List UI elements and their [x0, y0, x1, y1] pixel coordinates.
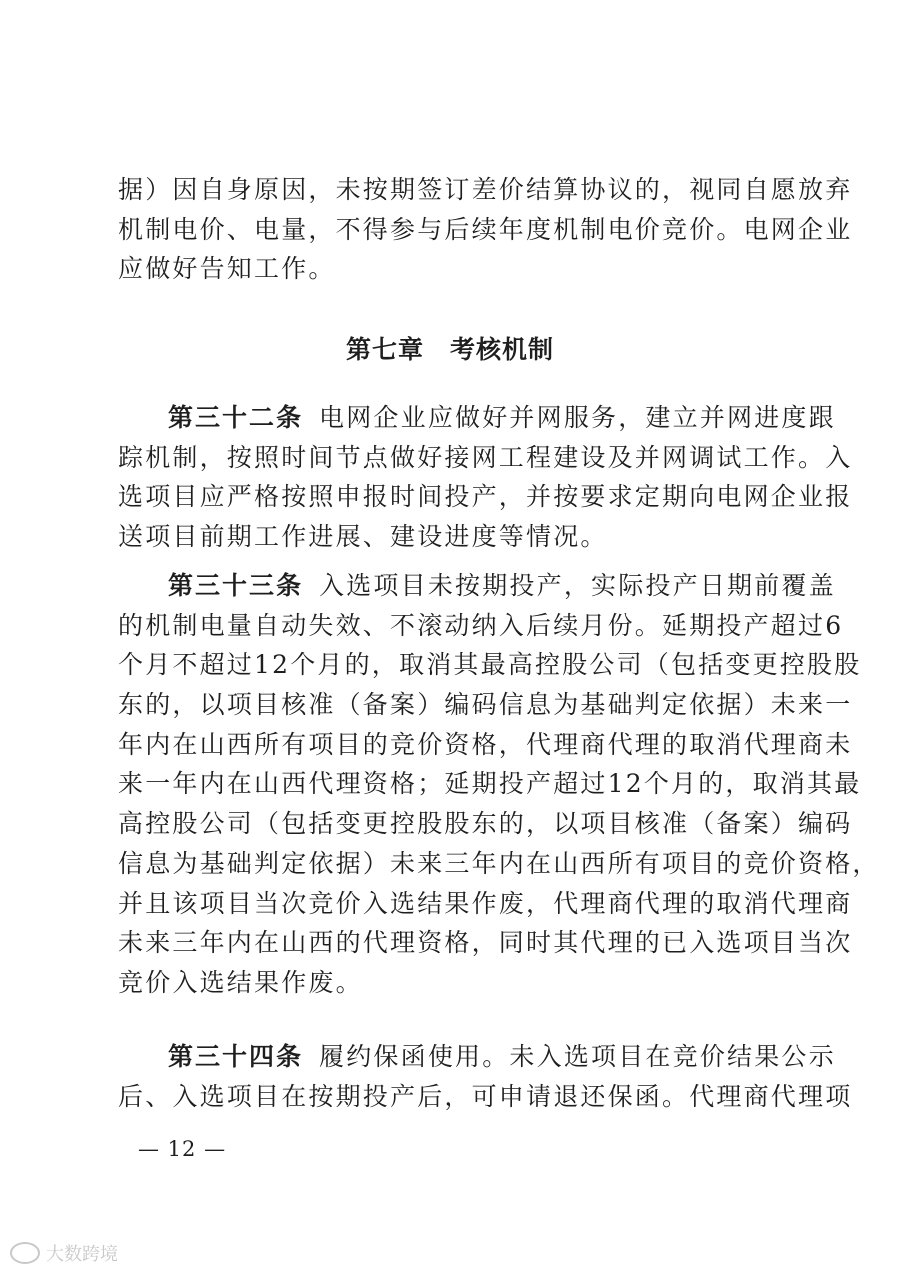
article-line: 后、入选项目在按期投产后，可申请退还保函。代理商代理项 — [118, 1081, 853, 1111]
article-line: 东的，以项目核准（备案）编码信息为基础判定依据）未来一 — [118, 690, 853, 720]
intro-line: 机制电价、电量，不得参与后续年度机制电价竞价。电网企业 — [118, 214, 853, 244]
chapter-heading — [0, 330, 900, 366]
article-line: 第三十四条 履约保函使用。未入选项目在竞价结果公示 — [168, 1042, 836, 1071]
article-line: 并且该项目当次竞价入选结果作废，代理商代理的取消代理商 — [118, 888, 853, 918]
article-line: 高控股公司（包括变更控股股东的，以项目核准（备案）编码 — [118, 809, 853, 839]
article-34 — [118, 1037, 853, 1116]
article-line: 年内在山西所有项目的竞价资格，代理商代理的取消代理商未 — [118, 729, 853, 759]
article-line: 信息为基础判定依据）未来三年内在山西所有项目的竞价资格， — [118, 848, 880, 878]
article-line: 踪机制，按照时间节点做好接网工程建设及并网调试工作。入 — [118, 442, 853, 472]
article-33 — [118, 566, 880, 1003]
article-line: 的机制电量自动失效、不滚动纳入后续月份。延期投产超过6 — [118, 610, 844, 640]
intro-line: 应做好告知工作。 — [118, 254, 336, 284]
article-32 — [118, 398, 853, 557]
watermark-logo-icon — [10, 1242, 40, 1264]
article-line: 未来三年内在山西的代理资格，同时其代理的已入选项目当次 — [118, 928, 853, 958]
watermark — [10, 1240, 118, 1266]
page-number: — 12 — — [138, 1137, 227, 1161]
article-line: 第三十二条 电网企业应做好并网服务，建立并网进度跟 — [168, 403, 836, 432]
article-number: 第三十三条 — [168, 571, 304, 600]
article-line: 来一年内在山西代理资格；延期投产超过12个月的，取消其最 — [118, 769, 862, 799]
article-number: 第三十二条 — [168, 403, 304, 432]
article-line: 送项目前期工作进展、建设进度等情况。 — [118, 522, 608, 552]
chapter-title: 考核机制 — [450, 335, 555, 364]
watermark-text: 大数跨境 — [46, 1244, 118, 1265]
article-line: 第三十三条 入选项目未按期投产，实际投产日期前覆盖 — [168, 571, 836, 600]
article-line: 个月不超过12个月的，取消其最高控股公司（包括变更控股股 — [118, 650, 862, 680]
intro-paragraph — [118, 170, 853, 289]
article-line: 竞价入选结果作废。 — [118, 967, 363, 997]
article-number: 第三十四条 — [168, 1042, 304, 1071]
article-line: 选项目应严格按照申报时间投产，并按要求定期向电网企业报 — [118, 482, 853, 512]
intro-line: 据）因自身原因，未按期签订差价结算协议的，视同自愿放弃 — [118, 175, 853, 204]
chapter-number: 第七章 — [345, 335, 424, 364]
